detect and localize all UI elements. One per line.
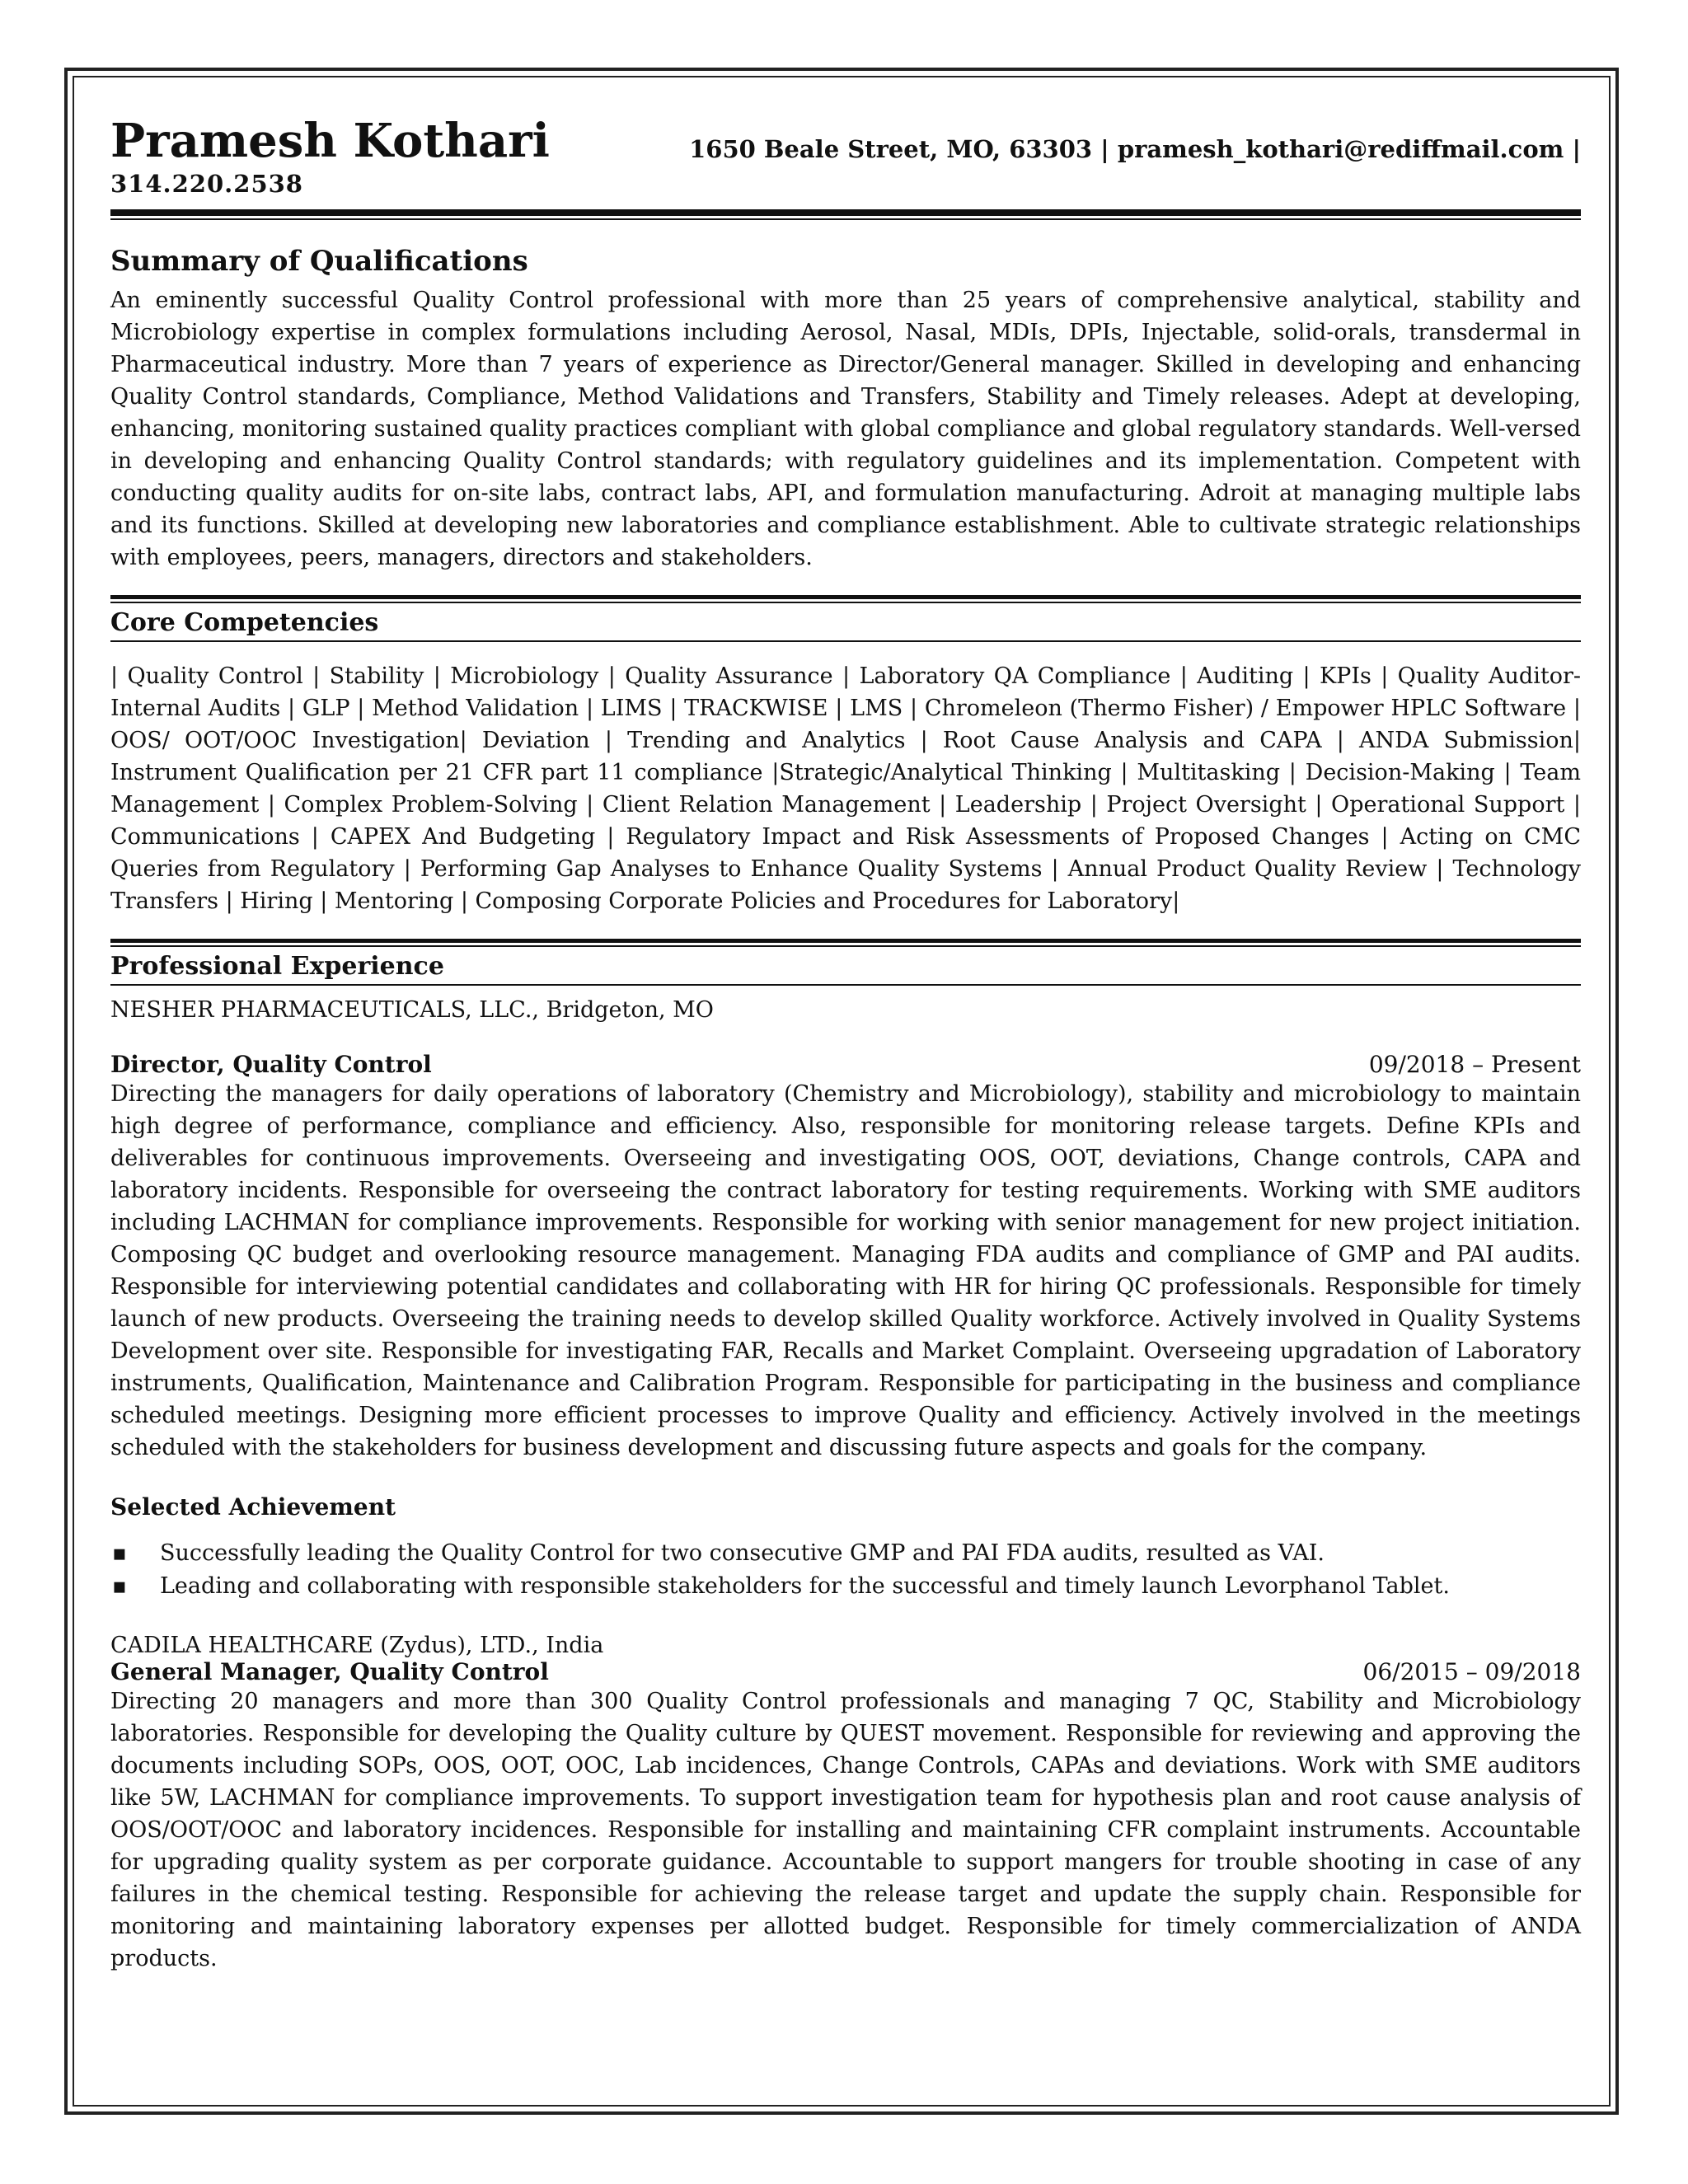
summary-text: An eminently successful Quality Control professional with more than 25 years of comprehensive analytical, stability and Microbiology expertise in complex formulations including Aerosol, Nasal, MDIs, DPIs, Injectable, solid-orals, transdermal in Pharmaceutical industry. More than 7 years of experience as Director/General manager. Skilled in developing and enhancing Quality Control standards, Compliance, Method Validations and Transfers, Stability and Timely releases. Adept at developing, enhancing, monitoring sustained quality practices compliant with global compliance and global regulatory standards. Well-versed in developing and enhancing Quality Control standards; with regulatory guidelines and its implementation. Competent with conducting quality audits for on-site labs, contract labs, API, and formulation manufacturing. Adroit at managing multiple labs and its functions. Skilled at developing new laboratories and compliance establishment. Able to cultivate strategic relationships with employees, peers, managers, directors and stakeholders. bbox=[110, 288, 1581, 570]
competencies-top-rule bbox=[110, 595, 1581, 603]
achievements-heading: Selected Achievement bbox=[110, 1493, 396, 1521]
phone-number: 314.220.2538 bbox=[110, 170, 303, 198]
summary-heading: Summary of Qualifications bbox=[110, 245, 528, 278]
job-role-line bbox=[110, 1658, 1581, 1685]
competencies-text: | Quality Control | Stability | Microbiology | Quality Assurance | Laboratory QA Compliance | Auditing | KPIs | Quality Auditor-Internal Audits | GLP | Method Validation | LIMS | TRACKWISE | LMS | Chromeleon (Thermo Fisher) / Empower HPLC Software | OOS/ OOT/OOC Investigation| Deviation | Trending and Analytics | Root Cause Analysis and CAPA | ANDA Submission| Instrument Qualification per 21 CFR part 11 compliance |Strategic/Analytical Thinking | Multitasking | Decision-Making | Team Management | Complex Problem-Solving | Client Relation Management | Leadership | Project Oversight | Operational Support | Communications | CAPEX And Budgeting | Regulatory Impact and Risk Assessments of Proposed Changes | Acting on CMC Queries from Regulatory | Performing Gap Analyses to Enhance Quality Systems | Annual Product Quality Review | Technology Transfers | Hiring | Mentoring | Composing Corporate Policies and Procedures for Laboratory| bbox=[110, 663, 1581, 914]
competencies-heading: Core Competencies bbox=[110, 608, 379, 637]
job-title: Director, Quality Control bbox=[110, 1051, 432, 1078]
achievements-list bbox=[110, 1537, 1581, 1603]
job-company: NESHER PHARMACEUTICALS, LLC., Bridgeton, MO bbox=[110, 997, 714, 1023]
candidate-name: Pramesh Kothari bbox=[110, 114, 550, 168]
job-dates: 09/2018 – Present bbox=[1368, 1051, 1581, 1078]
experience-top-rule bbox=[110, 939, 1581, 947]
experience-bottom-rule bbox=[110, 984, 1581, 986]
job-description: Directing the managers for daily operations of laboratory (Chemistry and Microbiology), stability and microbiology to maintain high degree of performance, compliance and efficiency. Also, responsible for monitoring release targets. Define KPIs and deliverables for continuous improvements. Overseeing and investigating OOS, OOT, deviations, Change controls, CAPA and laboratory incidents. Responsible for overseeing the contract laboratory for testing requirements. Working with SME auditors including LACHMAN for compliance improvements. Responsible for working with senior management for new project initiation. Composing QC budget and overlooking resource management. Managing FDA audits and compliance of GMP and PAI audits. Responsible for interviewing potential candidates and collaborating with HR for hiring QC professionals. Responsible for timely launch of new products. Overseeing the training needs to develop skilled Quality workforce. Actively involved in Quality Systems Development over site. Responsible for investigating FAR, Recalls and Market Complaint. Overseeing upgradation of Laboratory instruments, Qualification, Maintenance and Calibration Program. Responsible for participating in the business and compliance scheduled meetings. Designing more efficient processes to improve Quality and efficiency. Actively involved in the meetings scheduled with the stakeholders for business development and discussing future aspects and goals for the company. bbox=[110, 1081, 1581, 1460]
job-role-line bbox=[110, 1051, 1581, 1078]
job-dates: 06/2015 – 09/2018 bbox=[1362, 1658, 1581, 1685]
experience-heading: Professional Experience bbox=[110, 952, 444, 981]
resume-content bbox=[110, 105, 1581, 1975]
job-title: General Manager, Quality Control bbox=[110, 1658, 549, 1685]
job-company: CADILA HEALTHCARE (Zydus), LTD., India bbox=[110, 1633, 604, 1658]
achievement-item: ▪ Leading and collaborating with responsible stakeholders for the successful and timely launch Levorphanol Tablet. bbox=[110, 1570, 1581, 1603]
header-divider bbox=[110, 209, 1581, 220]
achievement-item: ▪ Successfully leading the Quality Control for two consecutive GMP and PAI FDA audits, resulted as VAI. bbox=[110, 1537, 1581, 1570]
job-entry bbox=[110, 1633, 1581, 1975]
job-description: Directing 20 managers and more than 300 Quality Control professionals and managing 7 QC, Stability and Microbiology laboratories. Responsible for developing the Quality culture by QUEST movement. Responsible for reviewing and approving the documents including SOPs, OOS, OOT, OOC, Lab incidences, Change Controls, CAPAs and deviations. Work with SME auditors like 5W, LACHMAN for compliance improvements. To support investigation team for hypothesis plan and root cause analysis of OOS/OOT/OOC and laboratory incidences. Responsible for installing and maintaining CFR complaint instruments. Accountable for upgrading quality system as per corporate guidance. Accountable to support mangers for trouble shooting in case of any failures in the chemical testing. Responsible for achieving the release target and update the supply chain. Responsible for monitoring and maintaining laboratory expenses per allotted budget. Responsible for timely commercialization of ANDA products. bbox=[110, 1689, 1581, 1971]
job-entry bbox=[110, 997, 1581, 1603]
resume-header bbox=[110, 105, 1581, 203]
contact-info: 1650 Beale Street, MO, 63303 | pramesh_kothari@rediffmail.com | bbox=[689, 135, 1581, 163]
